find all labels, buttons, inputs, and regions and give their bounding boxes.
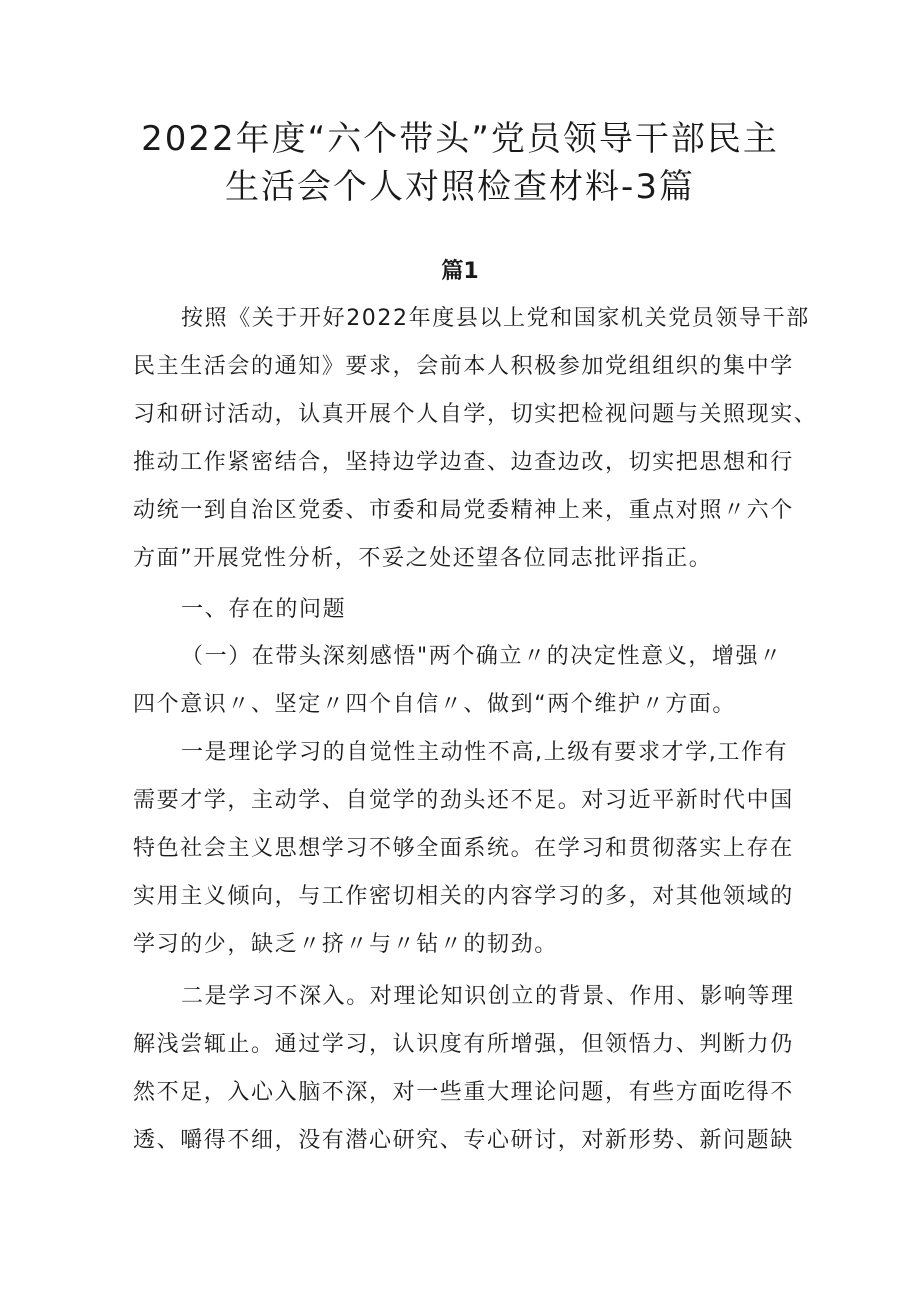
body-line: 学习的少，缺乏〃挤〃与〃钻〃的韧劲。 xyxy=(133,932,558,957)
body-line: 解浅尝辄止。通过学习，认识度有所增强，但领悟力、判断力仍 xyxy=(133,1032,794,1057)
body-line: 然不足，入心入脑不深，对一些重大理论问题，有些方面吃得不 xyxy=(133,1080,794,1105)
body-line: 动统一到自治区党委、市委和局党委精神上来，重点对照〃六个 xyxy=(133,498,794,523)
body-line: 方面”开展党性分析，不妥之处还望各位同志批评指正。 xyxy=(133,546,713,571)
body-line: 实用主义倾向，与工作密切相关的内容学习的多，对其他领域的 xyxy=(133,884,794,909)
section-heading: 篇1 xyxy=(441,259,479,284)
body-line: 习和研讨活动，认真开展个人自学，切实把检视问题与关照现实、 xyxy=(133,402,818,427)
body-line: 推动工作紧密结合，坚持边学边查、边查边改，切实把思想和行 xyxy=(133,450,794,475)
document-title-line-2: 生活会个人对照检查材料-3篇 xyxy=(225,167,695,207)
body-line: 透、嚼得不细，没有潜心研究、专心研讨，对新形势、新问题缺 xyxy=(133,1128,794,1153)
document-title-line-1: 2022年度“六个带头”党员领导干部民主 xyxy=(141,119,779,159)
body-line: 按照《关于开好2022年度县以上党和国家机关党员领导干部 xyxy=(181,306,810,331)
body-line: 民主生活会的通知》要求，会前本人积极参加党组组织的集中学 xyxy=(133,354,794,379)
body-line: 特色社会主义思想学习不够全面系统。在学习和贯彻落实上存在 xyxy=(133,836,794,861)
subsection-title: （一）在带头深刻感悟"两个确立〃的决定性意义，增强〃 xyxy=(181,644,783,669)
body-line: 需要才学，主动学、自觉学的劲头还不足。对习近平新时代中国 xyxy=(133,788,794,813)
body-line: 二是学习不深入。对理论知识创立的背景、作用、影响等理 xyxy=(181,984,795,1009)
body-line: 一是理论学习的自觉性主动性不高,上级有要求才学,工作有 xyxy=(181,740,789,765)
body-line: 四个意识〃、坚定〃四个自信〃、做到“两个维护〃方面。 xyxy=(133,692,736,717)
section-title: 一、存在的问题 xyxy=(181,597,347,622)
